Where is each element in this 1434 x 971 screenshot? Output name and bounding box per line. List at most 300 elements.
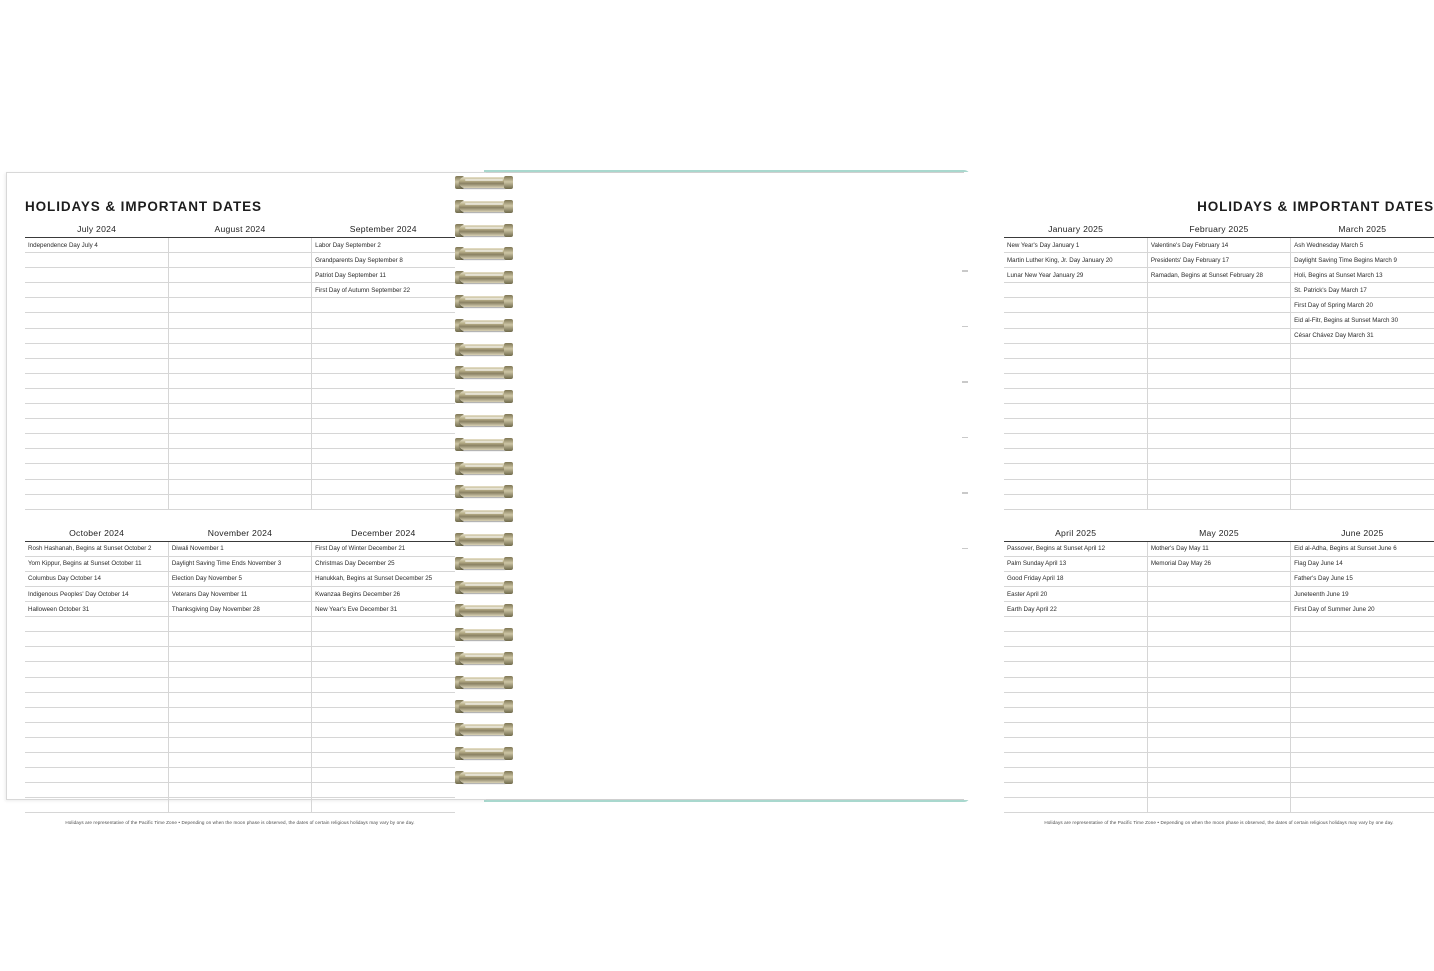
blank-entry-line[interactable] [312,798,455,813]
holiday-entry[interactable]: Christmas Day December 25 [312,556,455,571]
blank-entry-line[interactable] [25,434,168,449]
blank-entry-line[interactable] [1004,768,1147,783]
table-row [1004,541,1434,556]
table-row [1004,449,1434,464]
holidays-table-q2-2025 [1004,526,1434,814]
blank-entry-line[interactable] [312,647,455,662]
table-row [25,449,455,464]
blank-entry-line[interactable] [1291,632,1434,647]
blank-entry-line[interactable] [312,449,455,464]
blank-entry-line[interactable] [1147,586,1290,601]
blank-entry-line[interactable] [1291,464,1434,479]
blank-entry-line[interactable] [25,464,168,479]
table-row [25,434,455,449]
blank-entry-line[interactable] [1004,798,1147,813]
holiday-entry[interactable]: Valentine's Day February 14 [1147,238,1290,253]
table-row [25,358,455,373]
blank-entry-line[interactable] [168,479,311,494]
blank-entry-line[interactable] [25,768,168,783]
spiral-coil-icon [455,176,513,796]
blank-entry-line[interactable] [168,388,311,403]
table-row [25,798,455,813]
table-row [25,692,455,707]
coil-ring [455,176,513,190]
coil-ring [455,700,513,714]
table-row [1004,602,1434,617]
blank-entry-line[interactable] [168,358,311,373]
blank-entry-line[interactable] [1147,707,1290,722]
blank-entry-line[interactable] [25,388,168,403]
blank-entry-line[interactable] [1004,617,1147,632]
blank-entry-line[interactable] [1004,479,1147,494]
table-row [1004,632,1434,647]
blank-entry-line[interactable] [1004,313,1147,328]
blank-entry-line[interactable] [25,283,168,298]
holiday-entry[interactable]: Father's Day June 15 [1291,571,1434,586]
table-row [1004,479,1434,494]
blank-entry-line[interactable] [168,464,311,479]
blank-entry-line[interactable] [1147,783,1290,798]
blank-entry-line[interactable] [1291,677,1434,692]
holiday-entry[interactable]: Palm Sunday April 13 [1004,556,1147,571]
blank-entry-line[interactable] [312,707,455,722]
table-row [25,404,455,419]
blank-entry-line[interactable] [1291,479,1434,494]
blank-entry-line[interactable] [1004,753,1147,768]
coil-ring [455,343,513,357]
blank-entry-line[interactable] [312,479,455,494]
table-row [25,313,455,328]
q4-2024-column-header: December 2024 [312,526,455,542]
blank-entry-line[interactable] [312,692,455,707]
blank-entry-line[interactable] [1291,692,1434,707]
blank-entry-line[interactable] [1291,494,1434,509]
table-row [1004,737,1434,752]
holiday-entry[interactable]: Thanksgiving Day November 28 [168,602,311,617]
table-row [25,737,455,752]
blank-entry-line[interactable] [25,692,168,707]
blank-entry-line[interactable] [312,358,455,373]
table-row [25,556,455,571]
holiday-entry[interactable]: Lunar New Year January 29 [1004,268,1147,283]
holiday-entry[interactable]: Diwali November 1 [168,541,311,556]
blank-entry-line[interactable] [168,328,311,343]
blank-entry-line[interactable] [1291,434,1434,449]
blank-entry-line[interactable] [168,677,311,692]
holiday-entry[interactable]: Martin Luther King, Jr. Day January 20 [1004,253,1147,268]
blank-entry-line[interactable] [1004,449,1147,464]
table-row [25,541,455,556]
q1-2025-column-header: March 2025 [1291,222,1434,238]
blank-entry-line[interactable] [312,343,455,358]
blank-entry-line[interactable] [168,373,311,388]
table-row [25,283,455,298]
blank-entry-line[interactable] [1147,373,1290,388]
blank-entry-line[interactable] [1147,602,1290,617]
blank-entry-line[interactable] [168,692,311,707]
blank-entry-line[interactable] [1004,358,1147,373]
blank-entry-line[interactable] [168,722,311,737]
blank-entry-line[interactable] [1291,722,1434,737]
blank-entry-line[interactable] [168,617,311,632]
blank-entry-line[interactable] [1147,753,1290,768]
blank-entry-line[interactable] [1004,464,1147,479]
blank-entry-line[interactable] [168,753,311,768]
blank-entry-line[interactable] [1004,692,1147,707]
blank-entry-line[interactable] [25,677,168,692]
holiday-entry[interactable]: Veterans Day November 11 [168,586,311,601]
blank-entry-line[interactable] [1291,783,1434,798]
blank-entry-line[interactable] [1291,373,1434,388]
blank-entry-line[interactable] [1004,647,1147,662]
blank-entry-line[interactable] [25,449,168,464]
blank-entry-line[interactable] [168,783,311,798]
q1-2025-column-header: February 2025 [1147,222,1290,238]
holiday-entry[interactable]: Daylight Saving Time Begins March 9 [1291,253,1434,268]
table-row [1004,586,1434,601]
holiday-entry[interactable]: Earth Day April 22 [1004,602,1147,617]
blank-entry-line[interactable] [168,798,311,813]
blank-entry-line[interactable] [168,768,311,783]
blank-entry-line[interactable] [1291,388,1434,403]
blank-entry-line[interactable] [312,298,455,313]
blank-entry-line[interactable] [25,373,168,388]
holiday-entry[interactable]: Election Day November 5 [168,571,311,586]
blank-entry-line[interactable] [1147,632,1290,647]
blank-entry-line[interactable] [1004,283,1147,298]
blank-entry-line[interactable] [312,737,455,752]
block-spacer [1004,510,1434,526]
blank-entry-line[interactable] [312,434,455,449]
blank-entry-line[interactable] [25,783,168,798]
holiday-entry[interactable]: Easter April 20 [1004,586,1147,601]
left-page [6,172,486,826]
table-row [1004,707,1434,722]
coil-ring [455,200,513,214]
coil-ring [455,390,513,404]
holiday-entry[interactable]: Good Friday April 18 [1004,571,1147,586]
blank-entry-line[interactable] [1291,647,1434,662]
table-row [1004,298,1434,313]
coil-ring [455,604,513,618]
blank-entry-line[interactable] [1004,494,1147,509]
blank-entry-line[interactable] [1291,662,1434,677]
blank-entry-line[interactable] [1147,479,1290,494]
blank-entry-line[interactable] [1147,798,1290,813]
blank-entry-line[interactable] [1147,571,1290,586]
holiday-entry[interactable]: Hanukkah, Begins at Sunset December 25 [312,571,455,586]
holiday-entry[interactable]: Daylight Saving Time Ends November 3 [168,556,311,571]
footnote: Holidays are representative of the Pacific Time Zone • Depending on when the moon phase is observed, the dates of certain religious holidays may vary by one day. [1044,820,1394,826]
holiday-entry[interactable]: New Year's Day January 1 [1004,238,1147,253]
holiday-entry[interactable]: Grandparents Day September 8 [312,253,455,268]
blank-entry-line[interactable] [1291,449,1434,464]
blank-entry-line[interactable] [168,632,311,647]
holiday-entry[interactable]: Ramadan, Begins at Sunset February 28 [1147,268,1290,283]
blank-entry-line[interactable] [168,737,311,752]
coil-ring [455,652,513,666]
tab-mark [962,548,968,550]
table-row [25,783,455,798]
table-row [1004,798,1434,813]
holiday-entry[interactable]: St. Patrick's Day March 17 [1291,283,1434,298]
blank-entry-line[interactable] [168,343,311,358]
blank-entry-line[interactable] [312,404,455,419]
blank-entry-line[interactable] [312,419,455,434]
blank-entry-line[interactable] [1147,692,1290,707]
coil-ring [455,628,513,642]
right-page-content [1004,187,1434,826]
blank-entry-line[interactable] [1004,707,1147,722]
holiday-entry[interactable]: Patriot Day September 11 [312,268,455,283]
table-row [25,571,455,586]
holiday-entry[interactable]: César Chávez Day March 31 [1291,328,1434,343]
blank-entry-line[interactable] [1004,737,1147,752]
table-row [1004,647,1434,662]
coil-ring [455,533,513,547]
blank-entry-line[interactable] [1147,617,1290,632]
blank-entry-line[interactable] [312,783,455,798]
blank-entry-line[interactable] [312,494,455,509]
holiday-entry[interactable]: Rosh Hashanah, Begins at Sunset October 2 [25,541,168,556]
blank-entry-line[interactable] [1147,419,1290,434]
table-row [1004,768,1434,783]
q2-2025-column-header: June 2025 [1291,526,1434,542]
holiday-entry[interactable]: Holi, Begins at Sunset March 13 [1291,268,1434,283]
blank-entry-line[interactable] [1004,343,1147,358]
table-row [1004,692,1434,707]
holiday-entry[interactable]: Columbus Day October 14 [25,571,168,586]
blank-entry-line[interactable] [25,647,168,662]
blank-entry-line[interactable] [1004,328,1147,343]
blank-entry-line[interactable] [25,313,168,328]
blank-entry-line[interactable] [168,253,311,268]
holiday-entry[interactable]: Labor Day September 2 [312,238,455,253]
holiday-entry[interactable]: Yom Kippur, Begins at Sunset October 11 [25,556,168,571]
table-row [1004,434,1434,449]
blank-entry-line[interactable] [1147,358,1290,373]
blank-entry-line[interactable] [25,494,168,509]
blank-entry-line[interactable] [1147,737,1290,752]
blank-entry-line[interactable] [1147,647,1290,662]
blank-entry-line[interactable] [168,313,311,328]
blank-entry-line[interactable] [25,253,168,268]
blank-entry-line[interactable] [1004,722,1147,737]
blank-entry-line[interactable] [312,388,455,403]
blank-entry-line[interactable] [1147,298,1290,313]
blank-entry-line[interactable] [168,494,311,509]
holiday-entry[interactable]: First Day of Spring March 20 [1291,298,1434,313]
holiday-entry[interactable]: Kwanzaa Begins December 26 [312,586,455,601]
holiday-entry[interactable]: Eid al-Fitr, Begins at Sunset March 30 [1291,313,1434,328]
blank-entry-line[interactable] [1147,434,1290,449]
blank-entry-line[interactable] [312,313,455,328]
holiday-entry[interactable]: Ash Wednesday March 5 [1291,238,1434,253]
tab-mark [962,381,968,383]
blank-entry-line[interactable] [1147,283,1290,298]
blank-entry-line[interactable] [1004,373,1147,388]
blank-entry-line[interactable] [1291,617,1434,632]
blank-entry-line[interactable] [1291,404,1434,419]
blank-entry-line[interactable] [168,647,311,662]
blank-entry-line[interactable] [25,617,168,632]
blank-entry-line[interactable] [312,722,455,737]
blank-entry-line[interactable] [312,617,455,632]
table-row [25,464,455,479]
blank-entry-line[interactable] [25,268,168,283]
holiday-entry[interactable]: Juneteenth June 19 [1291,586,1434,601]
table-row [25,632,455,647]
table-row [25,268,455,283]
holiday-entry[interactable]: Memorial Day May 26 [1147,556,1290,571]
blank-entry-line[interactable] [25,753,168,768]
coil-ring [455,319,513,333]
blank-entry-line[interactable] [25,662,168,677]
table-row [1004,662,1434,677]
blank-entry-line[interactable] [312,768,455,783]
blank-entry-line[interactable] [1147,328,1290,343]
table-row [25,753,455,768]
holiday-entry[interactable]: Independence Day July 4 [25,238,168,253]
blank-entry-line[interactable] [1291,358,1434,373]
holiday-entry[interactable]: Passover, Begins at Sunset April 12 [1004,541,1147,556]
holiday-entry[interactable]: First Day of Autumn September 22 [312,283,455,298]
blank-entry-line[interactable] [312,632,455,647]
blank-entry-line[interactable] [168,434,311,449]
blank-entry-line[interactable] [312,677,455,692]
holidays-table-q3-2024 [25,222,455,510]
blank-entry-line[interactable] [168,404,311,419]
table-row [1004,753,1434,768]
blank-entry-line[interactable] [25,298,168,313]
coil-ring [455,771,513,785]
table-row [1004,313,1434,328]
table-row [25,479,455,494]
blank-entry-line[interactable] [1147,313,1290,328]
blank-entry-line[interactable] [25,737,168,752]
coil-ring [455,271,513,285]
blank-entry-line[interactable] [1291,753,1434,768]
blank-entry-line[interactable] [1004,404,1147,419]
blank-entry-line[interactable] [168,449,311,464]
table-row [25,722,455,737]
holiday-entry[interactable]: New Year's Eve December 31 [312,602,455,617]
blank-entry-line[interactable] [1147,449,1290,464]
table-row [1004,404,1434,419]
tab-marks [962,270,970,603]
blank-entry-line[interactable] [168,419,311,434]
blank-entry-line[interactable] [25,328,168,343]
holiday-entry[interactable]: First Day of Winter December 21 [312,541,455,556]
table-row [25,586,455,601]
blank-entry-line[interactable] [168,283,311,298]
coil-ring [455,438,513,452]
table-row [1004,238,1434,253]
blank-entry-line[interactable] [25,722,168,737]
coil-ring [455,247,513,261]
blank-entry-line[interactable] [1147,388,1290,403]
table-row [25,343,455,358]
blank-entry-line[interactable] [1004,677,1147,692]
blank-entry-line[interactable] [1004,298,1147,313]
holiday-entry[interactable]: Indigenous Peoples' Day October 14 [25,586,168,601]
q3-2024-column-header: July 2024 [25,222,168,238]
blank-entry-line[interactable] [1291,798,1434,813]
blank-entry-line[interactable] [25,358,168,373]
blank-entry-line[interactable] [312,328,455,343]
blank-entry-line[interactable] [25,419,168,434]
holiday-entry[interactable]: Halloween October 31 [25,602,168,617]
blank-entry-line[interactable] [25,707,168,722]
table-row [25,494,455,509]
blank-entry-line[interactable] [1004,419,1147,434]
blank-entry-line[interactable] [1291,707,1434,722]
blank-entry-line[interactable] [1291,768,1434,783]
blank-entry-line[interactable] [25,404,168,419]
blank-entry-line[interactable] [168,298,311,313]
blank-entry-line[interactable] [1004,388,1147,403]
blank-entry-line[interactable] [1291,737,1434,752]
blank-entry-line[interactable] [25,343,168,358]
table-row [1004,253,1434,268]
blank-entry-line[interactable] [1004,434,1147,449]
blank-entry-line[interactable] [168,268,311,283]
blank-entry-line[interactable] [312,464,455,479]
table-row [1004,722,1434,737]
holidays-table-q1-2025 [1004,222,1434,510]
blank-entry-line[interactable] [1147,404,1290,419]
blank-entry-line[interactable] [312,373,455,388]
blank-entry-line[interactable] [168,662,311,677]
blank-entry-line[interactable] [312,662,455,677]
blank-entry-line[interactable] [1004,783,1147,798]
blank-entry-line[interactable] [1291,343,1434,358]
tab-mark [962,270,968,272]
blank-entry-line[interactable] [1147,677,1290,692]
blank-entry-line[interactable] [1147,662,1290,677]
blank-entry-line[interactable] [25,632,168,647]
blank-entry-line[interactable] [1147,494,1290,509]
blank-entry-line[interactable] [168,238,311,253]
blank-entry-line[interactable] [1147,464,1290,479]
holiday-entry[interactable]: First Day of Summer June 20 [1291,602,1434,617]
blank-entry-line[interactable] [312,753,455,768]
coil-ring [455,414,513,428]
page-title: HOLIDAYS & IMPORTANT DATES [1197,199,1434,214]
blank-entry-line[interactable] [1291,419,1434,434]
blank-entry-line[interactable] [1147,722,1290,737]
holiday-entry[interactable]: Eid al-Adha, Begins at Sunset June 6 [1291,541,1434,556]
blank-entry-line[interactable] [1147,768,1290,783]
table-row [1004,358,1434,373]
blank-entry-line[interactable] [25,798,168,813]
coil-ring [455,462,513,476]
page-title: HOLIDAYS & IMPORTANT DATES [25,199,262,214]
holiday-entry[interactable]: Mother's Day May 11 [1147,541,1290,556]
holiday-entry[interactable]: Flag Day June 14 [1291,556,1434,571]
table-row [25,768,455,783]
table-row [25,253,455,268]
table-row [1004,494,1434,509]
q1-2025-column-header: January 2025 [1004,222,1147,238]
blank-entry-line[interactable] [168,707,311,722]
blank-entry-line[interactable] [1004,662,1147,677]
holiday-entry[interactable]: Presidents' Day February 17 [1147,253,1290,268]
blank-entry-line[interactable] [1147,343,1290,358]
blank-entry-line[interactable] [1004,632,1147,647]
blank-entry-line[interactable] [25,479,168,494]
q2-2025-column-header: May 2025 [1147,526,1290,542]
